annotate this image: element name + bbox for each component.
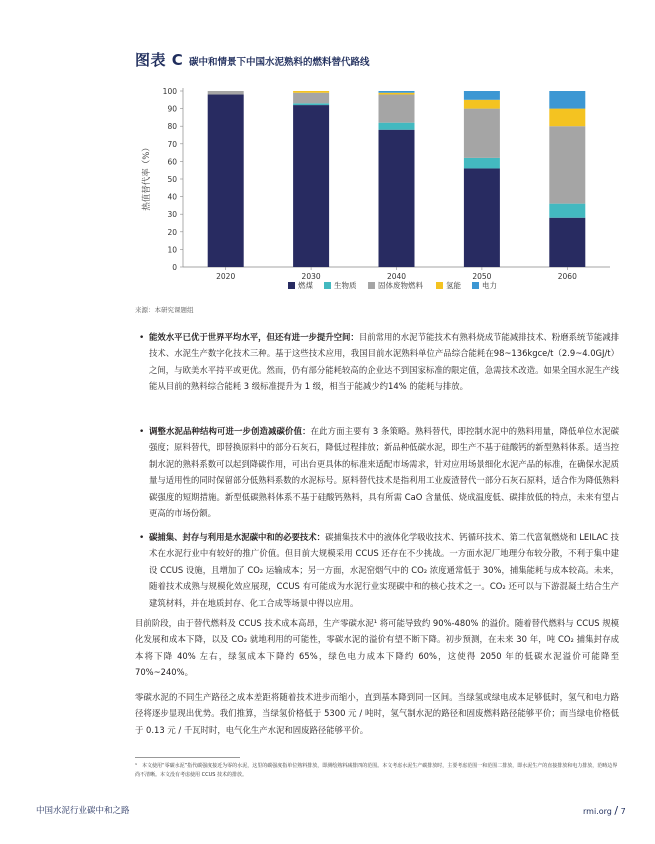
y-tick-label: 100 [162, 87, 177, 96]
bar-segment [549, 126, 585, 203]
body-paragraph-2: 零碳水泥的不同生产路径之成本差距将随着技术进步而缩小，直到基本降到同一区间。当绿氢或绿电成本足够低时，氢气和电力路径将逐步显现出优势。我们推算，当绿氢价格低于 5300 元 / 吨时，氢气制水泥的路径和固废燃料路径能够平价；而当绿电价格低于 0.13 元 / 千瓦时时，电气化生产水泥和固废路径能够平价。 [135, 692, 619, 735]
legend-swatch [324, 282, 331, 289]
legend-label: 燃煤 [298, 281, 313, 290]
bar-segment [379, 123, 415, 130]
bar-segment [464, 91, 500, 100]
y-tick-label: 60 [167, 157, 177, 167]
y-tick-label: 20 [167, 227, 177, 237]
y-tick-label: 0 [172, 263, 177, 272]
figure-title: 碳中和情景下中国水泥熟料的燃料替代路线 [189, 57, 370, 68]
bar-segment [549, 218, 585, 267]
y-tick-label: 80 [167, 122, 177, 132]
bar-segment [208, 95, 244, 267]
y-tick-label: 30 [167, 210, 177, 220]
bullet-paragraph-2 [149, 423, 619, 521]
y-tick-label: 40 [167, 192, 177, 202]
bar-segment [464, 168, 500, 267]
legend-label: 生物质 [334, 281, 357, 290]
footer-title: 中国水泥行业碳中和之路 [36, 806, 130, 816]
bullet-2-lead: 调整水泥品种结构可进一步创造减碳价值： [149, 426, 311, 436]
bar-segment [293, 105, 329, 267]
footer-page [583, 804, 626, 817]
bar-segment [208, 91, 244, 95]
bullet-1-lead: 能效水平已优于世界平均水平，但还有进一步提升空间： [149, 332, 359, 342]
bar-segment [379, 91, 415, 93]
x-tick-label: 2030 [301, 272, 321, 281]
bar-segment [379, 130, 415, 267]
bullet-marker: • [139, 533, 145, 543]
bar-segment [464, 100, 500, 109]
stacked-bar-chart [125, 82, 615, 300]
bar-segment [293, 93, 329, 104]
y-tick-label: 10 [167, 245, 177, 255]
bar-segment [293, 103, 329, 105]
bar-segment [379, 93, 415, 95]
bullet-2-text: 在此方面主要有 3 条策略。熟料替代，即控制水泥中的熟料用量，降低单位水泥碳强度；原料替代，即替换原料中的部分石灰石，降低过程排放；新品种低碳水泥，即生产不基于硅酸钙的新型熟料体系。适当控制水泥的熟料系数可以起到降碳作用，可出台更具体的标准来适配市场需求，针对应用场景细化水泥产品的标准，在确保水泥质量与适用性的同时保留部分低熟料系数的水泥标号。原料替代技术是指利用工业废渣替代一部分石灰石原料，适合作为降低熟料碳强度的短期措施。新型低碳熟料体系不基于硅酸钙熟料，具有所需 CaO 含量低、烧成温度低、碳排放低的特点，未来有望占更高的市场份额。 [149, 426, 619, 519]
x-tick-label: 2060 [557, 272, 577, 281]
y-tick-label: 50 [167, 175, 177, 184]
bullet-3-lead: 碳捕集、封存与利用是水泥碳中和的必要技术： [149, 532, 326, 542]
bar-segment [379, 95, 415, 123]
bar-segment [293, 91, 329, 93]
footnote-divider [135, 757, 240, 758]
x-tick-label: 2050 [472, 272, 492, 281]
bar-segment [549, 91, 585, 109]
legend-swatch [436, 282, 443, 289]
page-number: 7 [620, 807, 626, 816]
y-tick-label: 70 [167, 139, 177, 149]
bullet-paragraph-3 [149, 529, 619, 611]
figure-source: 来源：本研究课题组 [135, 306, 194, 314]
legend-label: 氢能 [446, 281, 461, 290]
footer-site[interactable]: rmi.org [583, 807, 612, 816]
bar-segment [549, 109, 585, 127]
figure-label: 图表 C [135, 51, 184, 69]
x-tick-label: 2040 [386, 272, 407, 281]
bullet-marker: • [139, 427, 145, 437]
bullet-3-text: 碳捕集技术中的液体化学吸收技术、钙循环技术、第二代富氧燃烧和 LEILAC 技术在水泥行业中有较好的推广价值。但目前大规模采用 CCUS 还存在不少挑战。一方面水泥厂地理分布较分散，不利于集中建设 CCUS 设施，且增加了 CO₂ 运输成本；另一方面，水泥窑烟气中的 CO₂ 浓度通常低于 30%，捕集能耗与成本较高。未来，随着技术成熟与规模化效应展现，CCUS 有可能成为水泥行业实现碳中和的核心技术之一。CO₂ 还可以与下游混凝土结合生产建筑材料，并在地质封存、化工合成等场景中得以应用。 [149, 532, 619, 608]
y-tick-label: 90 [167, 104, 177, 114]
bullet-1-text: 目前常用的水泥节能技术有熟料烧成节能减排技术、粉磨系统节能减排技术、水泥生产数字化技术三种。基于这些技术应用，我国目前水泥熟料单位产品综合能耗在98~136kgce/t（2.9~4.0GJ/t）之间，与欧美水平持平或更优。然而，仍有部分能耗较高的企业达不到国家标准的限定值，急需技术改造。如果全国水泥生产线能从目前的熟料综合能耗 3 级标准提升为 1 级，相当于能减少约14% 的能耗与排放。 [149, 332, 619, 392]
legend-label: 固体废物燃料 [378, 281, 423, 290]
bullet-marker: • [139, 333, 145, 343]
legend-label: 电力 [482, 281, 497, 290]
bar-segment [549, 204, 585, 218]
footnote: ¹ 本文使用“零碳水泥”指代碳强度接近为零的水泥，这里的碳强度指单位熟料排放，即测绘熟料减排四的范围。本文考虑水泥生产碳排放时，主要考虑范围一和范围二排放，即水泥生产的直接排放和电力排放，范畴边界尚不清晰。本文没有考虑使用 CCUS 技术的排放。 [135, 763, 618, 778]
y-axis-label: 热值替代率（%） [142, 143, 152, 211]
bar-segment [464, 158, 500, 169]
bullet-paragraph-1 [149, 329, 619, 395]
footer-slash-icon: / [614, 804, 619, 817]
body-paragraph-1: 目前阶段，由于替代燃料及 CCUS 技术成本高昂，生产零碳水泥¹ 将可能导致约 90%-480% 的溢价。随着替代燃料与 CCUS 规模化发展和成本下降，以及 CO₂ 就地利用的可能性，零碳水泥的溢价有望不断下降。初步预测，在未来 30 年，吨 CO₂ 捕集封存成本将下降 40% 左右，绿氢成本下降约 65%，绿色电力成本下降约 60%，这使得 2050 年的低碳水泥溢价可能降至 70%~240%。 [135, 618, 619, 678]
legend-swatch [368, 282, 375, 289]
bar-segment [464, 109, 500, 158]
legend-swatch [288, 282, 295, 289]
legend-swatch [472, 282, 479, 289]
x-tick-label: 2020 [216, 272, 236, 281]
